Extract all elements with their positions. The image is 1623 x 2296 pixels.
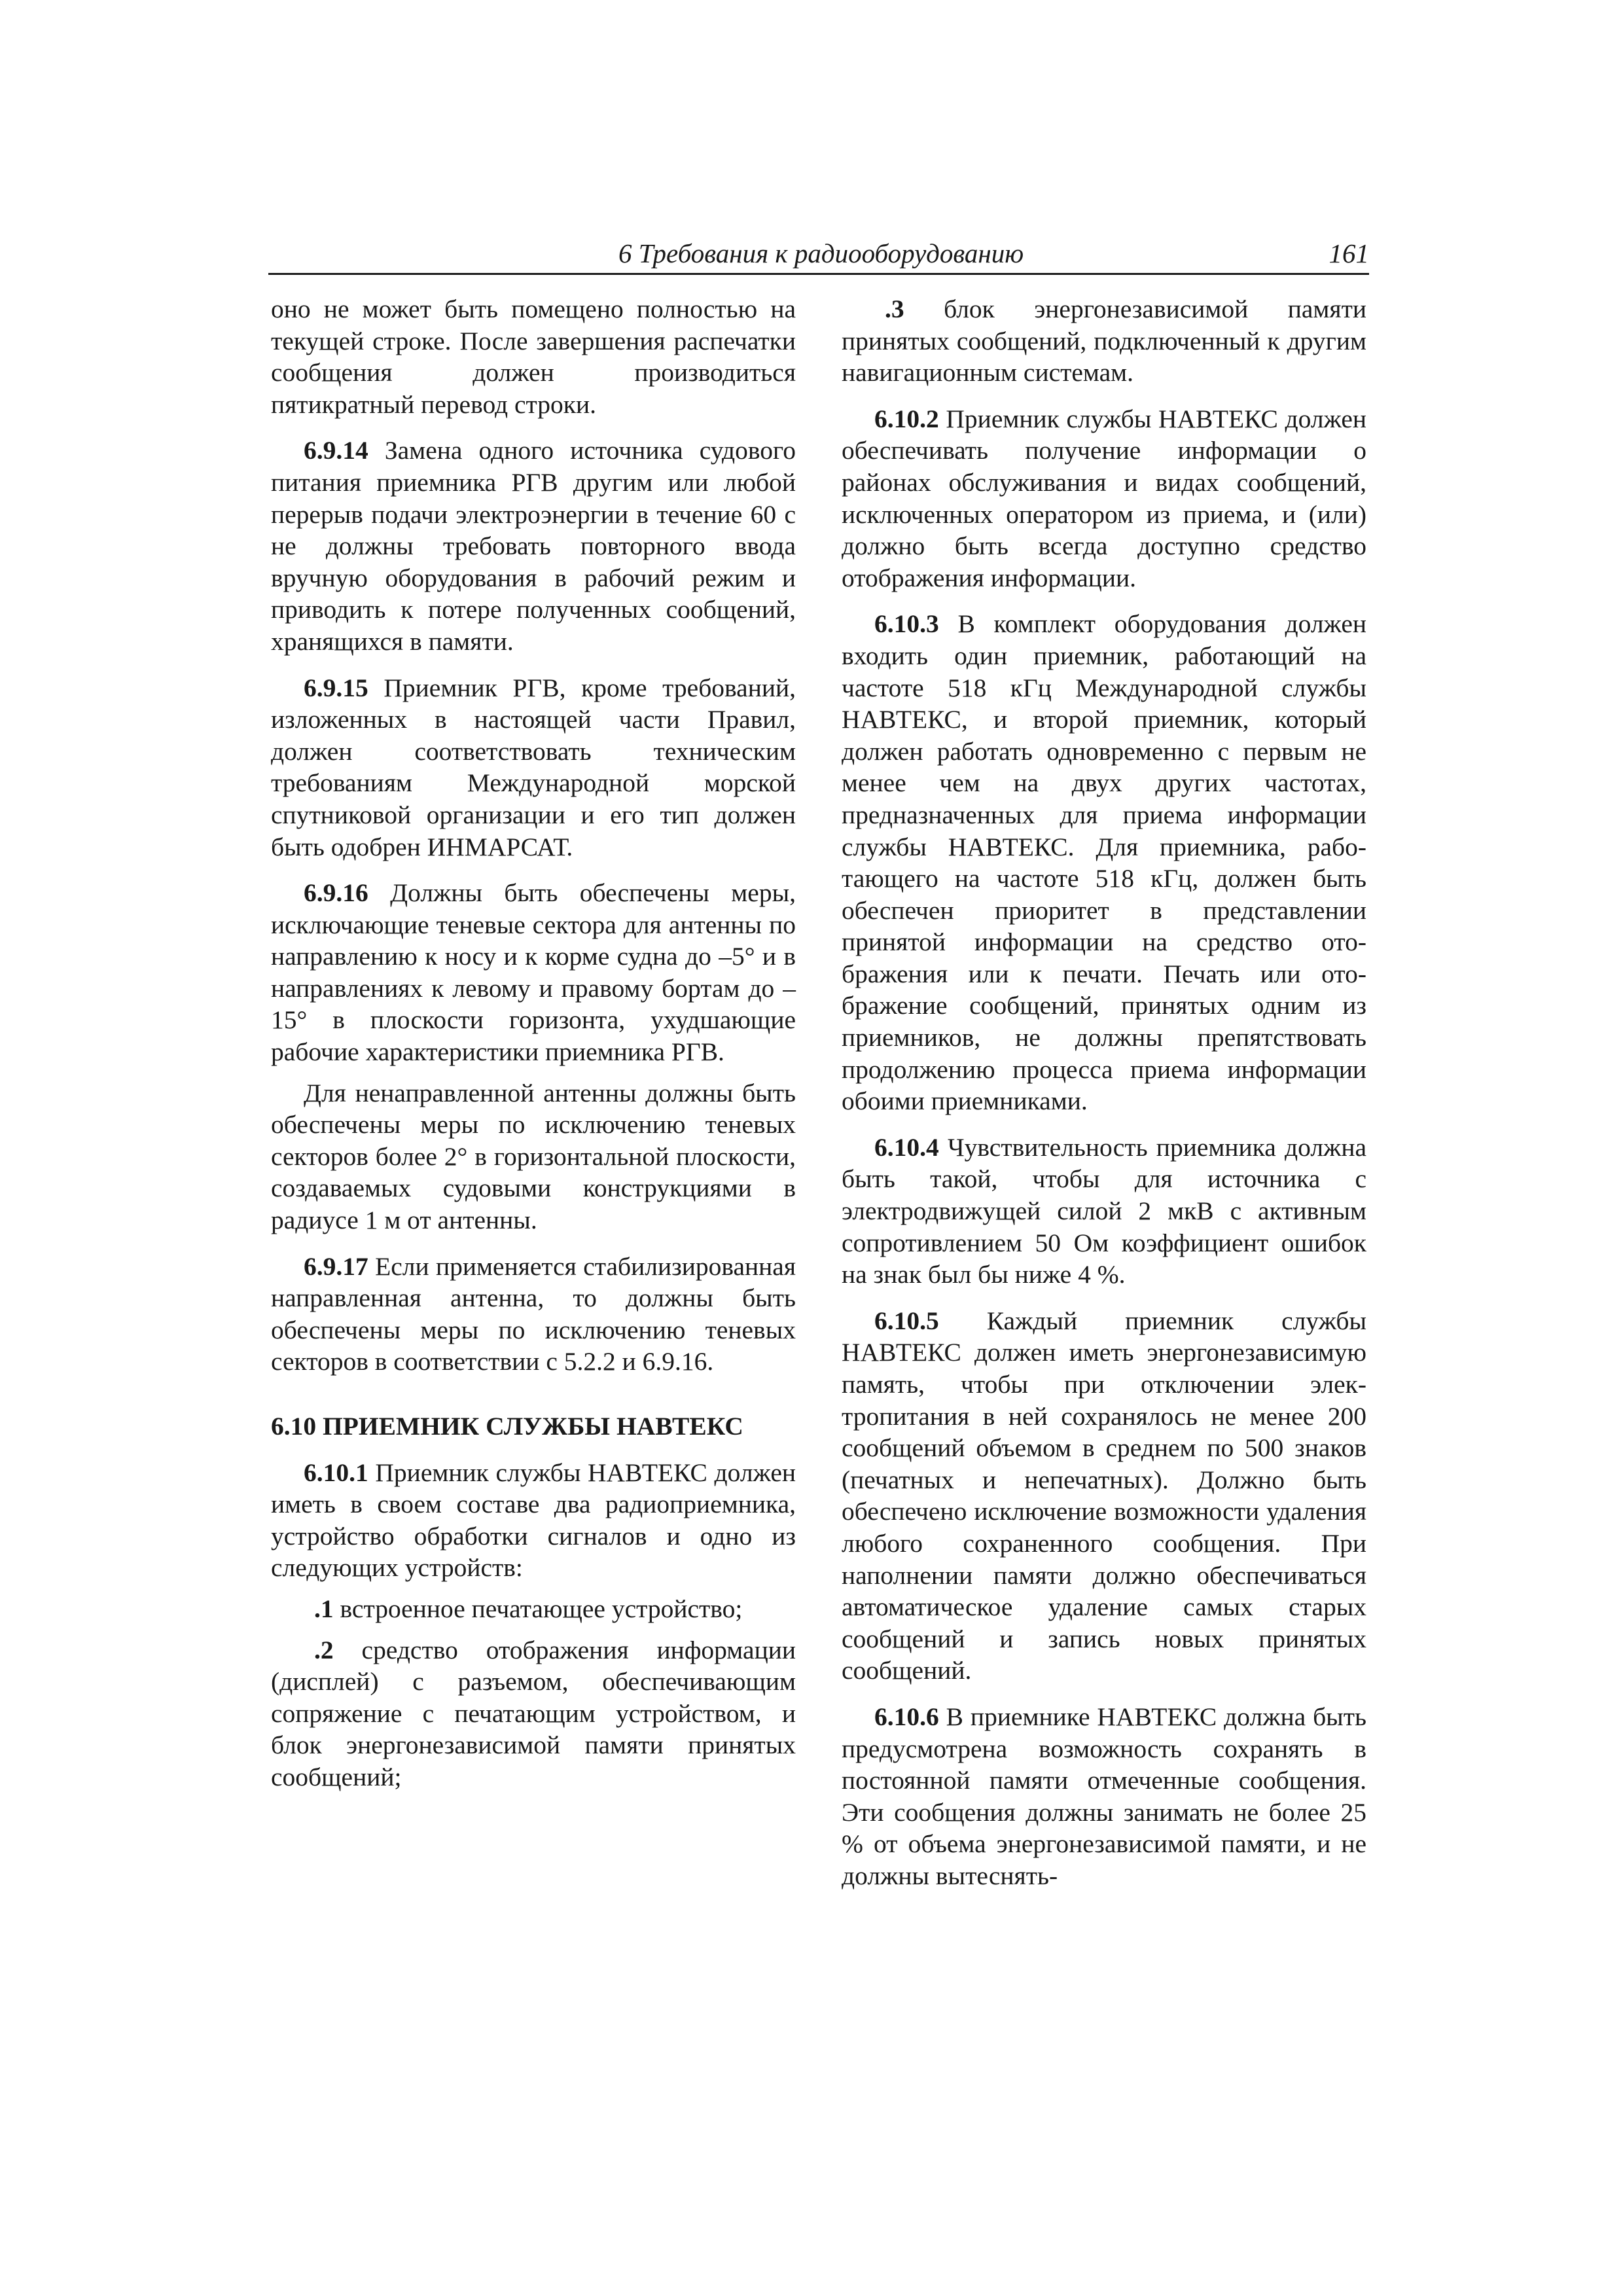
section-heading: 6.10 ПРИЕМНИК СЛУЖБЫ НАВТЕКС xyxy=(271,1412,743,1441)
clause-text: Приемник службы НАВТЕКС должен иметь в своем составе два радиоприемника, устройство обработки сигналов и одно из следующих устройств: xyxy=(271,1458,796,1583)
list-item xyxy=(842,293,1366,389)
paragraph-6-10-6 xyxy=(842,1701,1366,1892)
paragraph-6-9-15 xyxy=(271,672,796,863)
clause-number: 6.9.15 xyxy=(304,673,368,702)
paragraph-6-9-14 xyxy=(271,435,796,657)
item-number: .1 xyxy=(314,1594,334,1623)
clause-text: Замена одного источника судового питания приемника РГВ другим или любой перерыв подачи электроэнергии в течение 60 с не должны требовать повторного ввода вручную оборудования в рабочий режим и приводить к потере полученных сообщений, хранящихся в памяти. xyxy=(271,436,796,656)
clause-number: 6.10.4 xyxy=(874,1132,939,1162)
clause-text: Если применяется стабилизированная направленная антенна, то должны быть обеспечены меры по исключению теневых секторов в соответствии с 5.2.2 и 6.9.16. xyxy=(271,1251,796,1376)
header-title: 6 Требования к радиооборудованию xyxy=(618,238,1024,268)
right-column xyxy=(842,293,1366,1892)
page-number: 161 xyxy=(1329,238,1369,268)
list-item xyxy=(271,1593,796,1625)
paragraph-6-10-4 xyxy=(842,1132,1366,1291)
clause-number: 6.9.17 xyxy=(304,1251,368,1281)
item-text: средство отображения информации (дисплей) с разъемом, обеспечивающим сопряжение с печатающим устройством, и блок энергонезависимой памяти принятых сообщений; xyxy=(271,1635,796,1791)
paragraph-6-9-16 xyxy=(271,877,796,1068)
clause-number: 6.9.14 xyxy=(304,436,368,465)
clause-text: Приемник службы НАВТЕКС должен обеспечивать получение информации о районах обслуживания и видах сообщений, исключенных оператором из приема, и (или) должно быть всегда доступно средство отображения информации. xyxy=(842,404,1366,592)
item-text: встроенное печатающее устройство; xyxy=(333,1594,743,1623)
clause-number: 6.10.3 xyxy=(874,609,939,639)
clause-number: 6.10.1 xyxy=(304,1458,368,1487)
clause-text: Должны быть обеспечены меры, исключающие теневые сектора для антенны по направлению к носу и к корме судна до –5° и в направлениях к левому и правому бортам до –15° в плоскости горизонта, ухудшающие рабочие характеристики приемника РГВ. xyxy=(271,878,796,1067)
left-column xyxy=(271,293,796,1793)
item-number: .3 xyxy=(885,295,904,323)
clause-text: Каждый приемник службы НАВТЕКС должен иметь энергонезависимую память, чтобы при отключении электропитания в ней сохранялось не менее 200 сообщений объемом в среднем по 500 знаков (печатных и непечатных). Должно быть обеспечено исключение возможности удаления любого сохраненного сообщения. При наполнении памяти должно обеспечиваться автоматическое удаление самых старых сообщений и запись новых принятых сообщений. xyxy=(842,1306,1366,1685)
clause-number: 6.10.2 xyxy=(874,404,939,433)
paragraph-6-10-3 xyxy=(842,608,1366,1117)
paragraph-6-10-2 xyxy=(842,403,1366,594)
item-number: .2 xyxy=(314,1635,334,1664)
clause-text: В приемнике НАВТЕКС должна быть предусмотрена возможность сохранять в постоянной памяти отмеченные сообщения. Эти сообщения должны занимать не более 25 % от объема энергонезависимой памяти, и не должны вытеснять- xyxy=(842,1702,1366,1890)
clause-number: 6.10.5 xyxy=(874,1306,939,1335)
clause-number: 6.10.6 xyxy=(874,1702,939,1731)
paragraph-6-9-17 xyxy=(271,1251,796,1378)
paragraph-6-10-5 xyxy=(842,1305,1366,1687)
paragraph-6-10-1 xyxy=(271,1457,796,1584)
clause-text: Приемник РГВ, кроме требований, изложенных в настоящей части Правил, должен соответствовать техническим требованиям Международной морской спутниковой организации и его тип должен быть одобрен ИНМАРСАТ. xyxy=(271,673,796,861)
clause-text: В комплект оборудования должен входить один приемник, работающий на частоте 518 кГц Международной службы НАВТЕКС, и второй приемник, который должен работать одновременно с первым не менее чем на двух других частотах, предназначенных для приема информации службы НАВТЕКС. Для приемника, работающего на частоте 518 кГц, должен быть обеспечен приоритет в представлении принятой информации на средство отображения или к печати. Печать или отображение сообщений, принятых одним из приемников, не должны препятствовать продолжению процесса приема информации обоими приемниками. xyxy=(842,609,1366,1116)
item-text: блок энергонезависимой памяти принятых сообщений, подключенный к другим навигационным системам. xyxy=(842,295,1366,387)
running-header xyxy=(268,239,1369,275)
paragraph: Для ненаправленной антенны должны быть обеспечены меры по исключению теневых секторов более 2° в горизонтальной плоскости, создаваемых судовыми конструкциями в радиусе 1 м от антенны. xyxy=(271,1078,796,1235)
paragraph: оно не может быть помещено полностью на текущей строке. После завершения распечатки сообщения должен производиться пятикратный перевод строки. xyxy=(271,295,796,419)
list-item xyxy=(271,1634,796,1793)
clause-number: 6.9.16 xyxy=(304,878,368,908)
clause-text: Чувствительность приемника должна быть такой, чтобы для источника с электродвижущей силой 2 мкВ с активным сопротивлением 50 Ом коэффициент ошибок на знак был бы ниже 4 %. xyxy=(842,1132,1366,1289)
